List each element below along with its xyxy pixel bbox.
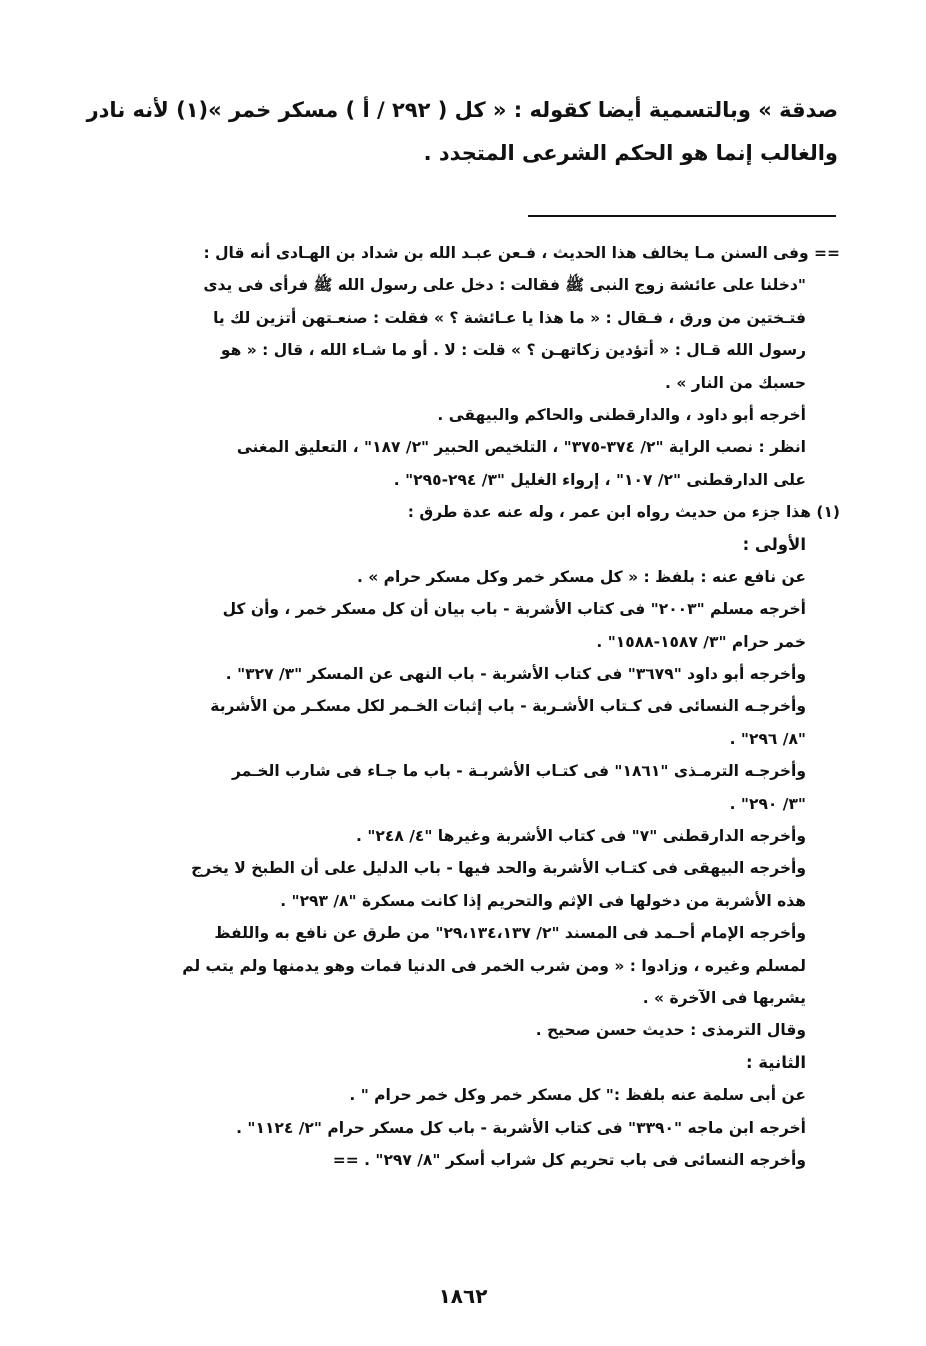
footnote-line: انظر : نصب الراية "٢/ ٣٧٤-٣٧٥" ، التلخيص الحبير "٢/ ١٨٧" ، التعليق المغنى [236,438,806,457]
footnotes [128,237,840,1176]
footnote-line: وأخرجه النسائى فى باب تحريم كل شراب أسكر "٨/ ٢٩٧" . == [332,1150,806,1169]
footnote-subheading: الأولى : [742,534,806,554]
footnote-subheading: الثانية : [745,1052,806,1072]
footnote-line: وأخرجه الإمام أحـمد فى المسند "٢/ ٢٩،١٣٤،١٣٧" من طرق عن نافع به واللفظ [214,924,806,943]
footnote-line: حسبك من النار » . [665,373,806,392]
main-text [86,89,838,175]
footnote-line: "دخلنا على عائشة زوج النبى ﷺ فقالت : دخل على رسول الله ﷺ فرأى فى يدى [203,276,806,295]
footnote-line: أخرجه مسلم "٢٠٠٣" فى كتاب الأشربة - باب بيان أن كل مسكر خمر ، وأن كل [222,600,806,619]
footnote-line: وأخرجه البيهقى فى كتـاب الأشربة والحد فيها - باب الدليل على أن الطبخ لا يخرج [191,859,806,878]
footnote-line: وأخرجـه الترمـذى "١٨٦١" فى كتـاب الأشربـة - باب ما جـاء فى شارب الخـمر [232,762,806,781]
footnote-line: عن نافع عنه : بلفظ : « كل مسكر خمر وكل مسكر حرام » . [356,567,806,586]
footnote-line: على الدارقطنى "٢/ ١٠٧" ، إرواء الغليل "٣/ ٢٩٤-٢٩٥" . [393,470,806,489]
page-number: ١٨٦٢ [438,1284,488,1308]
footnote-line: هذه الأشربة من دخولها فى الإثم والتحريم إذا كانت مسكرة "٨/ ٢٩٣" . [280,891,806,910]
footnote-line: يشربها فى الآخرة » . [642,988,806,1007]
footnote-line: لمسلم وغيره ، وزادوا : « ومن شرب الخمر فى الدنيا فمات وهو يدمنها ولم يتب لم [182,956,806,975]
footnote-line: وأخرجه أبو داود "٣٦٧٩" فى كتاب الأشربة - باب النهى عن المسكر "٣/ ٣٢٧" . [225,665,806,684]
footnote-line: == وفى السنن مـا يخالف هذا الحديث ، فـعن عبـد الله بن شداد بن الهـادى أنه قال : [203,244,840,262]
footnote-line: "٣/ ٢٩٠" . [729,794,806,813]
footnote-line: خمر حرام "٣/ ١٥٨٧-١٥٨٨" . [596,632,806,651]
footnote-line: أخرجه أبو داود ، والدارقطنى والحاكم والبيهقى . [437,405,806,424]
main-text-line: والغالب إنما هو الحكم الشرعى المتجدد . [423,141,838,165]
footnote-line: وقال الترمذى : حديث حسن صحيح . [535,1021,806,1040]
footnote-line: عن أبى سلمة عنه بلفظ :" كل مسكر خمر وكل خمر حرام " . [349,1086,806,1105]
footnote-line: رسول الله قـال : « أتؤدين زكاتهـن ؟ » قلت : لا . أو ما شـاء الله ، قال : « هو [220,341,806,360]
footnote-line: "٨/ ٢٩٦" . [729,729,806,748]
footnote-separator [528,215,836,217]
footnote-line: أخرجه ابن ماجه "٣٣٩٠" فى كتاب الأشربة - باب كل مسكر حرام "٢/ ١١٢٤" . [236,1118,806,1137]
footnote-line: فتـختين من ورق ، فـقال : « ما هذا يا عـائشة ؟ » فقلت : صنعـتهن أتزين لك يا [213,308,806,327]
footnote-line: وأخرجـه النسائى فى كـتاب الأشـربة - باب إثبات الخـمر لكل مسكـر من الأشربة [210,697,806,716]
footnote-line: (١) هذا جزء من حديث رواه ابن عمر ، وله عنه عدة طرق : [407,503,840,522]
footnote-line: وأخرجه الدارقطنى "٧" فى كتاب الأشربة وغيرها "٤/ ٢٤٨" . [356,827,806,846]
main-text-line: صدقة » وبالتسمية أيضا كقوله : « كل ( ٢٩٢ / أ ) مسكر خمر »(١) لأنه نادر [86,98,838,122]
